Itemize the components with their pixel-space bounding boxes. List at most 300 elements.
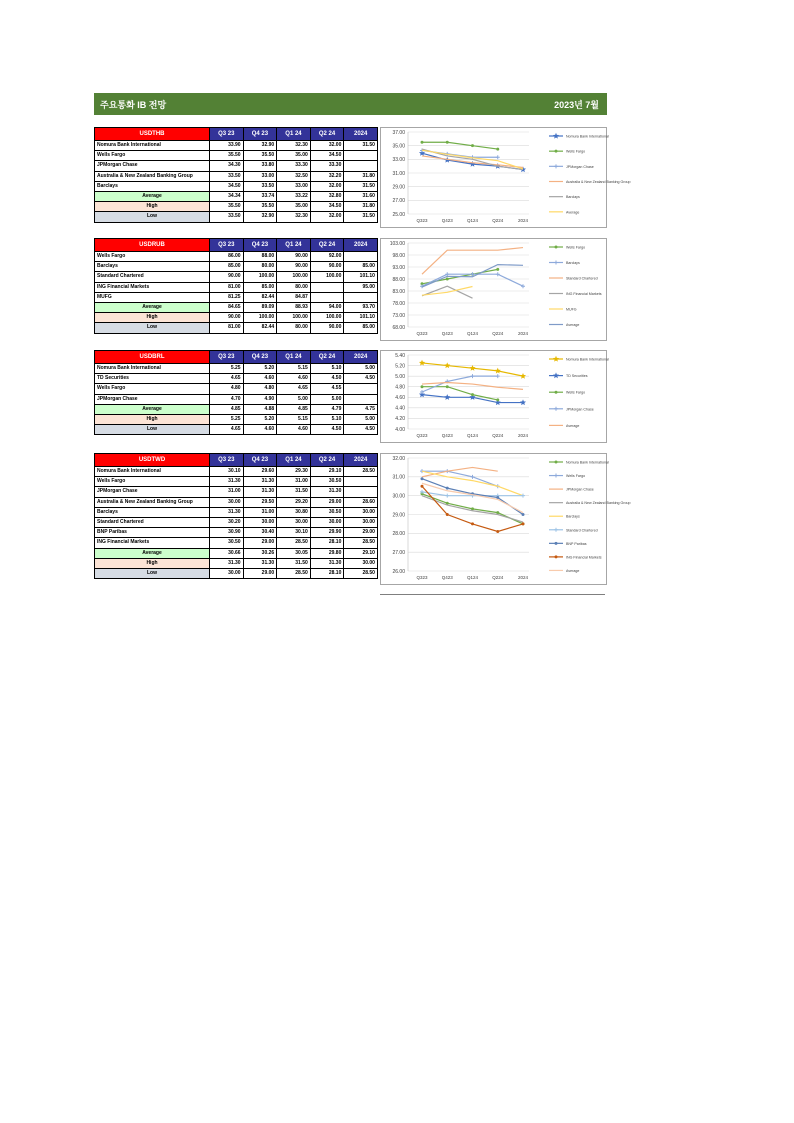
table-row — [95, 262, 378, 272]
y-tick-label: 26.00 — [392, 568, 405, 575]
x-tick-label: Q124 — [466, 331, 479, 336]
table-row — [95, 538, 378, 548]
forecast-value — [344, 394, 378, 404]
forecast-value: 31.00 — [243, 507, 277, 517]
column-header: Q1 24 — [277, 128, 311, 141]
forecast-value: 92.00 — [310, 252, 344, 262]
table-row — [95, 161, 378, 171]
high-value: 100.00 — [243, 313, 277, 323]
forecast-value: 32.20 — [310, 171, 344, 181]
low-label: Low — [95, 425, 210, 435]
forecast-value: 31.50 — [277, 487, 311, 497]
point-marker — [496, 268, 499, 271]
point-marker — [555, 391, 558, 394]
high-value: 5.10 — [310, 414, 344, 424]
report-title: 주요통화 IB 전망 — [100, 100, 167, 110]
institution-name: Wells Fargo — [95, 151, 210, 161]
legend-label: Average — [566, 323, 580, 327]
forecast-value: 100.00 — [277, 272, 311, 282]
high-value: 100.00 — [310, 313, 344, 323]
point-marker — [555, 461, 558, 464]
forecast-value: 5.00 — [310, 394, 344, 404]
point-marker — [421, 485, 424, 488]
table-row — [95, 384, 378, 394]
low-value: 33.50 — [210, 212, 244, 222]
institution-name: Nomura Bank International — [95, 467, 210, 477]
y-tick-label: 28.00 — [392, 531, 405, 538]
x-tick-label: Q423 — [441, 433, 453, 438]
forecast-value: 100.00 — [310, 272, 344, 282]
low-value: 4.60 — [243, 425, 277, 435]
forecast-value: 90.00 — [277, 262, 311, 272]
series-path — [422, 387, 498, 400]
high-value: 100.00 — [277, 313, 311, 323]
legend-label: Average — [566, 210, 580, 215]
forecast-value: 30.80 — [277, 507, 311, 517]
average-value: 88.93 — [277, 302, 311, 312]
institution-name: Australia & New Zealand Banking Group — [95, 171, 210, 181]
currency-pair-label: USDTHB — [95, 128, 210, 141]
high-value: 31.30 — [210, 558, 244, 568]
forecast-value: 81.00 — [210, 282, 244, 292]
institution-name: JPMorgan Chase — [95, 394, 210, 404]
average-label: Average — [95, 302, 210, 312]
institution-name: Nomura Bank International — [95, 364, 210, 374]
forecast-value: 31.30 — [243, 487, 277, 497]
bottom-divider — [380, 594, 605, 595]
legend-entry — [549, 542, 587, 546]
high-value: 5.20 — [243, 414, 277, 424]
point-marker — [496, 374, 500, 378]
forecast-value: 32.30 — [277, 141, 311, 151]
legend-entry — [549, 569, 579, 573]
x-tick-label: Q124 — [466, 218, 479, 223]
column-header: 2024 — [344, 454, 378, 467]
high-value: 35.50 — [210, 202, 244, 212]
forecast-value: 32.50 — [277, 171, 311, 181]
high-value: 31.30 — [243, 558, 277, 568]
forecast-value: 4.80 — [210, 384, 244, 394]
institution-name: Wells Fargo — [95, 477, 210, 487]
y-tick-label: 88.00 — [392, 276, 405, 283]
y-tick-label: 33.00 — [392, 157, 405, 164]
forecast-value: 29.60 — [243, 467, 277, 477]
low-value: 4.50 — [310, 425, 344, 435]
y-tick-label: 103.00 — [389, 240, 405, 247]
low-row — [95, 425, 378, 435]
y-tick-label: 5.20 — [395, 363, 405, 370]
low-label: Low — [95, 568, 210, 578]
forecast-value: 32.00 — [310, 141, 344, 151]
line-chart — [381, 128, 631, 227]
column-header: Q4 23 — [243, 239, 277, 252]
high-value: 5.00 — [344, 414, 378, 424]
forecast-value: 28.60 — [344, 497, 378, 507]
point-marker — [522, 522, 525, 525]
point-marker — [420, 390, 424, 394]
table-header-row — [95, 128, 378, 141]
chart-usdbrl — [380, 350, 607, 443]
point-marker — [496, 398, 499, 401]
forecast-value: 5.00 — [344, 364, 378, 374]
point-marker — [521, 284, 525, 288]
y-tick-label: 25.00 — [392, 211, 405, 218]
low-row — [95, 323, 378, 333]
forecast-value — [344, 161, 378, 171]
forecast-value: 81.25 — [210, 292, 244, 302]
forecast-value: 82.44 — [243, 292, 277, 302]
forecast-value: 4.50 — [344, 374, 378, 384]
legend-label: Australia & New Zealand Banking Group — [566, 180, 631, 184]
forecast-value: 34.30 — [210, 161, 244, 171]
forecast-value: 80.00 — [277, 282, 311, 292]
average-value: 33.74 — [243, 191, 277, 201]
forecast-value: 90.00 — [210, 272, 244, 282]
table-row — [95, 282, 378, 292]
point-marker — [495, 368, 501, 374]
forecast-value: 4.80 — [243, 384, 277, 394]
forecast-value: 33.80 — [243, 161, 277, 171]
point-marker — [554, 164, 558, 168]
column-header: 2024 — [344, 351, 378, 364]
forecast-value: 4.65 — [277, 384, 311, 394]
forecast-value: 32.00 — [310, 181, 344, 191]
table-row — [95, 507, 378, 517]
point-marker — [421, 385, 424, 388]
forecast-value: 4.70 — [210, 394, 244, 404]
legend-label: Wells Fargo — [566, 149, 586, 154]
series-path — [422, 248, 523, 275]
institution-name: Nomura Bank International — [95, 141, 210, 151]
average-value: 94.00 — [310, 302, 344, 312]
table-header-row — [95, 239, 378, 252]
forecast-value: 95.00 — [344, 282, 378, 292]
high-value: 35.50 — [243, 202, 277, 212]
report-date: 2023년 7월 — [554, 100, 599, 110]
average-value: 89.09 — [243, 302, 277, 312]
forecast-value: 30.90 — [210, 528, 244, 538]
forecast-value: 30.00 — [344, 507, 378, 517]
forecast-value: 33.50 — [243, 181, 277, 191]
y-tick-label: 4.80 — [395, 384, 405, 391]
low-value: 4.65 — [210, 425, 244, 435]
forecast-value: 34.50 — [310, 151, 344, 161]
legend-label: Average — [566, 423, 580, 428]
x-tick-label: Q224 — [492, 331, 504, 336]
point-marker — [469, 161, 475, 167]
point-marker — [446, 513, 449, 516]
legend-entry — [549, 528, 598, 533]
point-marker — [553, 372, 559, 378]
legend-entry — [549, 501, 631, 505]
institution-name: ING Financial Markets — [95, 282, 210, 292]
x-tick-label: Q124 — [466, 575, 479, 580]
series-line — [420, 272, 525, 288]
y-tick-label: 4.40 — [395, 405, 405, 412]
point-marker — [555, 246, 558, 249]
legend-label: ING Financial Markets — [566, 555, 602, 560]
series-line — [419, 150, 526, 172]
low-value: 29.00 — [243, 568, 277, 578]
point-marker — [471, 144, 474, 147]
average-value: 31.60 — [344, 191, 378, 201]
column-header: 2024 — [344, 128, 378, 141]
forecast-value: 29.00 — [243, 538, 277, 548]
low-value: 31.50 — [344, 212, 378, 222]
low-value: 80.00 — [277, 323, 311, 333]
legend-entry — [549, 292, 602, 296]
y-tick-label: 27.00 — [392, 198, 405, 205]
y-tick-label: 29.00 — [392, 184, 405, 191]
point-marker — [471, 393, 474, 396]
legend-entry — [549, 180, 631, 184]
forecast-table-usdthb — [94, 127, 378, 223]
forecast-value: 30.00 — [310, 517, 344, 527]
forecast-value: 30.50 — [210, 538, 244, 548]
forecast-value: 30.50 — [310, 507, 344, 517]
point-marker — [445, 272, 449, 276]
legend-label: ING Financial Markets — [566, 292, 602, 296]
point-marker — [446, 385, 449, 388]
legend-label: Australia & New Zealand Banking Group — [566, 501, 631, 506]
low-value: 28.10 — [310, 568, 344, 578]
table-row — [95, 272, 378, 282]
forecast-value: 4.60 — [243, 374, 277, 384]
table-row — [95, 252, 378, 262]
forecast-value: 31.00 — [277, 477, 311, 487]
legend-entry — [549, 461, 609, 465]
low-value: 90.00 — [310, 323, 344, 333]
table-row — [95, 517, 378, 527]
forecast-value: 29.00 — [344, 528, 378, 538]
currency-pair-label: USDRUB — [95, 239, 210, 252]
x-tick-label: 2024 — [517, 433, 529, 438]
point-marker — [471, 475, 475, 479]
y-tick-label: 5.00 — [395, 373, 405, 380]
legend-entry — [549, 195, 580, 199]
forecast-value: 31.00 — [210, 487, 244, 497]
low-value: 85.00 — [344, 323, 378, 333]
average-value: 4.85 — [210, 404, 244, 414]
forecast-value: 30.00 — [344, 517, 378, 527]
point-marker — [555, 555, 558, 558]
legend-entry — [549, 372, 588, 378]
forecast-value: 101.10 — [344, 272, 378, 282]
column-header: Q1 24 — [277, 454, 311, 467]
point-marker — [520, 373, 526, 379]
point-marker — [555, 542, 558, 545]
high-label: High — [95, 558, 210, 568]
column-header: Q2 24 — [310, 454, 344, 467]
forecast-value: 28.50 — [344, 538, 378, 548]
currency-pair-label: USDTWD — [95, 454, 210, 467]
average-value: 29.80 — [310, 548, 344, 558]
forecast-value: 29.50 — [243, 497, 277, 507]
low-value: 30.00 — [210, 568, 244, 578]
point-marker — [554, 407, 558, 411]
y-tick-label: 68.00 — [392, 324, 405, 331]
institution-name: Wells Fargo — [95, 384, 210, 394]
line-chart — [381, 239, 606, 340]
y-tick-label: 5.40 — [395, 352, 405, 359]
forecast-value: 33.30 — [277, 161, 311, 171]
x-tick-label: 2024 — [517, 331, 529, 336]
forecast-value — [344, 252, 378, 262]
series-line — [422, 248, 523, 275]
legend-entry — [549, 323, 579, 327]
x-tick-label: Q423 — [441, 575, 453, 580]
legend-label: JPMorgan Chase — [566, 487, 594, 492]
forecast-value: 30.00 — [210, 497, 244, 507]
legend-label: Standard Chartered — [566, 276, 598, 281]
table-row — [95, 364, 378, 374]
table-row — [95, 292, 378, 302]
average-value: 4.75 — [344, 404, 378, 414]
point-marker — [444, 362, 450, 368]
forecast-value: 29.30 — [277, 467, 311, 477]
point-marker — [553, 356, 559, 362]
forecast-value: 30.00 — [243, 517, 277, 527]
y-tick-label: 32.00 — [392, 455, 405, 462]
forecast-value: 85.00 — [344, 262, 378, 272]
average-value: 93.70 — [344, 302, 378, 312]
legend-label: Barclays — [566, 261, 580, 265]
table-header-row — [95, 454, 378, 467]
forecast-value: 30.40 — [243, 528, 277, 538]
legend-label: BNP Paribas — [566, 541, 587, 546]
line-chart — [381, 351, 609, 442]
forecast-value: 90.00 — [310, 262, 344, 272]
column-header: Q4 23 — [243, 351, 277, 364]
institution-name: Barclays — [95, 181, 210, 191]
legend-label: Wells Fargo — [566, 390, 586, 395]
low-label: Low — [95, 212, 210, 222]
column-header: Q4 23 — [243, 128, 277, 141]
legend-entry — [549, 555, 602, 559]
low-value: 28.50 — [277, 568, 311, 578]
x-tick-label: Q224 — [492, 433, 504, 438]
point-marker — [496, 511, 499, 514]
forecast-value — [310, 292, 344, 302]
legend-entry — [549, 488, 594, 492]
y-tick-label: 31.00 — [392, 474, 405, 481]
forecast-value: 35.50 — [210, 151, 244, 161]
table-row — [95, 181, 378, 191]
legend-label: Nomura Bank International — [566, 357, 609, 362]
forecast-value: 30.10 — [277, 528, 311, 538]
high-value: 90.00 — [210, 313, 244, 323]
high-value: 5.15 — [277, 414, 311, 424]
point-marker — [521, 494, 525, 498]
forecast-value: 28.50 — [277, 538, 311, 548]
legend-label: Barclays — [566, 514, 580, 519]
institution-name: Barclays — [95, 507, 210, 517]
y-tick-label: 31.00 — [392, 170, 405, 177]
table-row — [95, 374, 378, 384]
legend-entry — [549, 210, 579, 214]
table-row — [95, 394, 378, 404]
column-header: Q2 24 — [310, 351, 344, 364]
forecast-value: 31.80 — [344, 171, 378, 181]
point-marker — [496, 148, 499, 151]
forecast-value: 5.15 — [277, 364, 311, 374]
x-tick-label: 2024 — [517, 218, 529, 223]
point-marker — [419, 360, 425, 366]
forecast-value: 34.50 — [210, 181, 244, 191]
point-marker — [471, 374, 475, 378]
point-marker — [496, 530, 499, 533]
forecast-value: 29.90 — [310, 528, 344, 538]
low-row — [95, 568, 378, 578]
forecast-value: 80.00 — [243, 262, 277, 272]
forecast-value — [344, 292, 378, 302]
institution-name: MUFG — [95, 292, 210, 302]
forecast-table-usdrub — [94, 238, 378, 334]
legend-label: JPMorgan Chase — [566, 164, 594, 169]
forecast-value: 31.50 — [344, 141, 378, 151]
forecast-value: 30.20 — [210, 517, 244, 527]
forecast-value: 30.50 — [310, 477, 344, 487]
forecast-value: 4.60 — [277, 374, 311, 384]
low-value: 82.44 — [243, 323, 277, 333]
high-value: 31.30 — [310, 558, 344, 568]
column-header: Q1 24 — [277, 351, 311, 364]
point-marker — [444, 394, 450, 400]
legend-label: Barclays — [566, 195, 580, 200]
average-value: 29.10 — [344, 548, 378, 558]
x-tick-label: Q323 — [416, 575, 428, 580]
low-value: 32.30 — [277, 212, 311, 222]
forecast-value: 4.65 — [210, 374, 244, 384]
high-label: High — [95, 202, 210, 212]
point-marker — [496, 272, 500, 276]
forecast-value — [344, 151, 378, 161]
y-tick-label: 29.00 — [392, 512, 405, 519]
high-value: 31.80 — [344, 202, 378, 212]
average-value: 34.34 — [210, 191, 244, 201]
forecast-value: 33.00 — [243, 171, 277, 181]
chart-usdthb — [380, 127, 631, 228]
table-row — [95, 467, 378, 477]
legend-entry — [549, 474, 585, 479]
forecast-value: 29.10 — [310, 467, 344, 477]
institution-name: Barclays — [95, 262, 210, 272]
forecast-value: 84.87 — [277, 292, 311, 302]
average-label: Average — [95, 191, 210, 201]
point-marker — [446, 141, 449, 144]
institution-name: TD Securities — [95, 374, 210, 384]
average-label: Average — [95, 404, 210, 414]
forecast-value: 31.30 — [310, 487, 344, 497]
high-label: High — [95, 414, 210, 424]
forecast-table-usdtwd — [94, 453, 378, 579]
x-tick-label: Q323 — [416, 218, 428, 223]
institution-name: ING Financial Markets — [95, 538, 210, 548]
forecast-value: 29.20 — [277, 497, 311, 507]
point-marker — [421, 141, 424, 144]
column-header: Q1 24 — [277, 239, 311, 252]
currency-pair-label: USDBRL — [95, 351, 210, 364]
forecast-value: 33.90 — [210, 141, 244, 151]
forecast-value: 5.00 — [277, 394, 311, 404]
legend-label: MUFG — [566, 307, 577, 312]
institution-name: BNP Paribas — [95, 528, 210, 538]
table-row — [95, 528, 378, 538]
forecast-value: 32.90 — [243, 141, 277, 151]
average-row — [95, 548, 378, 558]
forecast-value: 85.00 — [243, 282, 277, 292]
institution-name: JPMorgan Chase — [95, 161, 210, 171]
